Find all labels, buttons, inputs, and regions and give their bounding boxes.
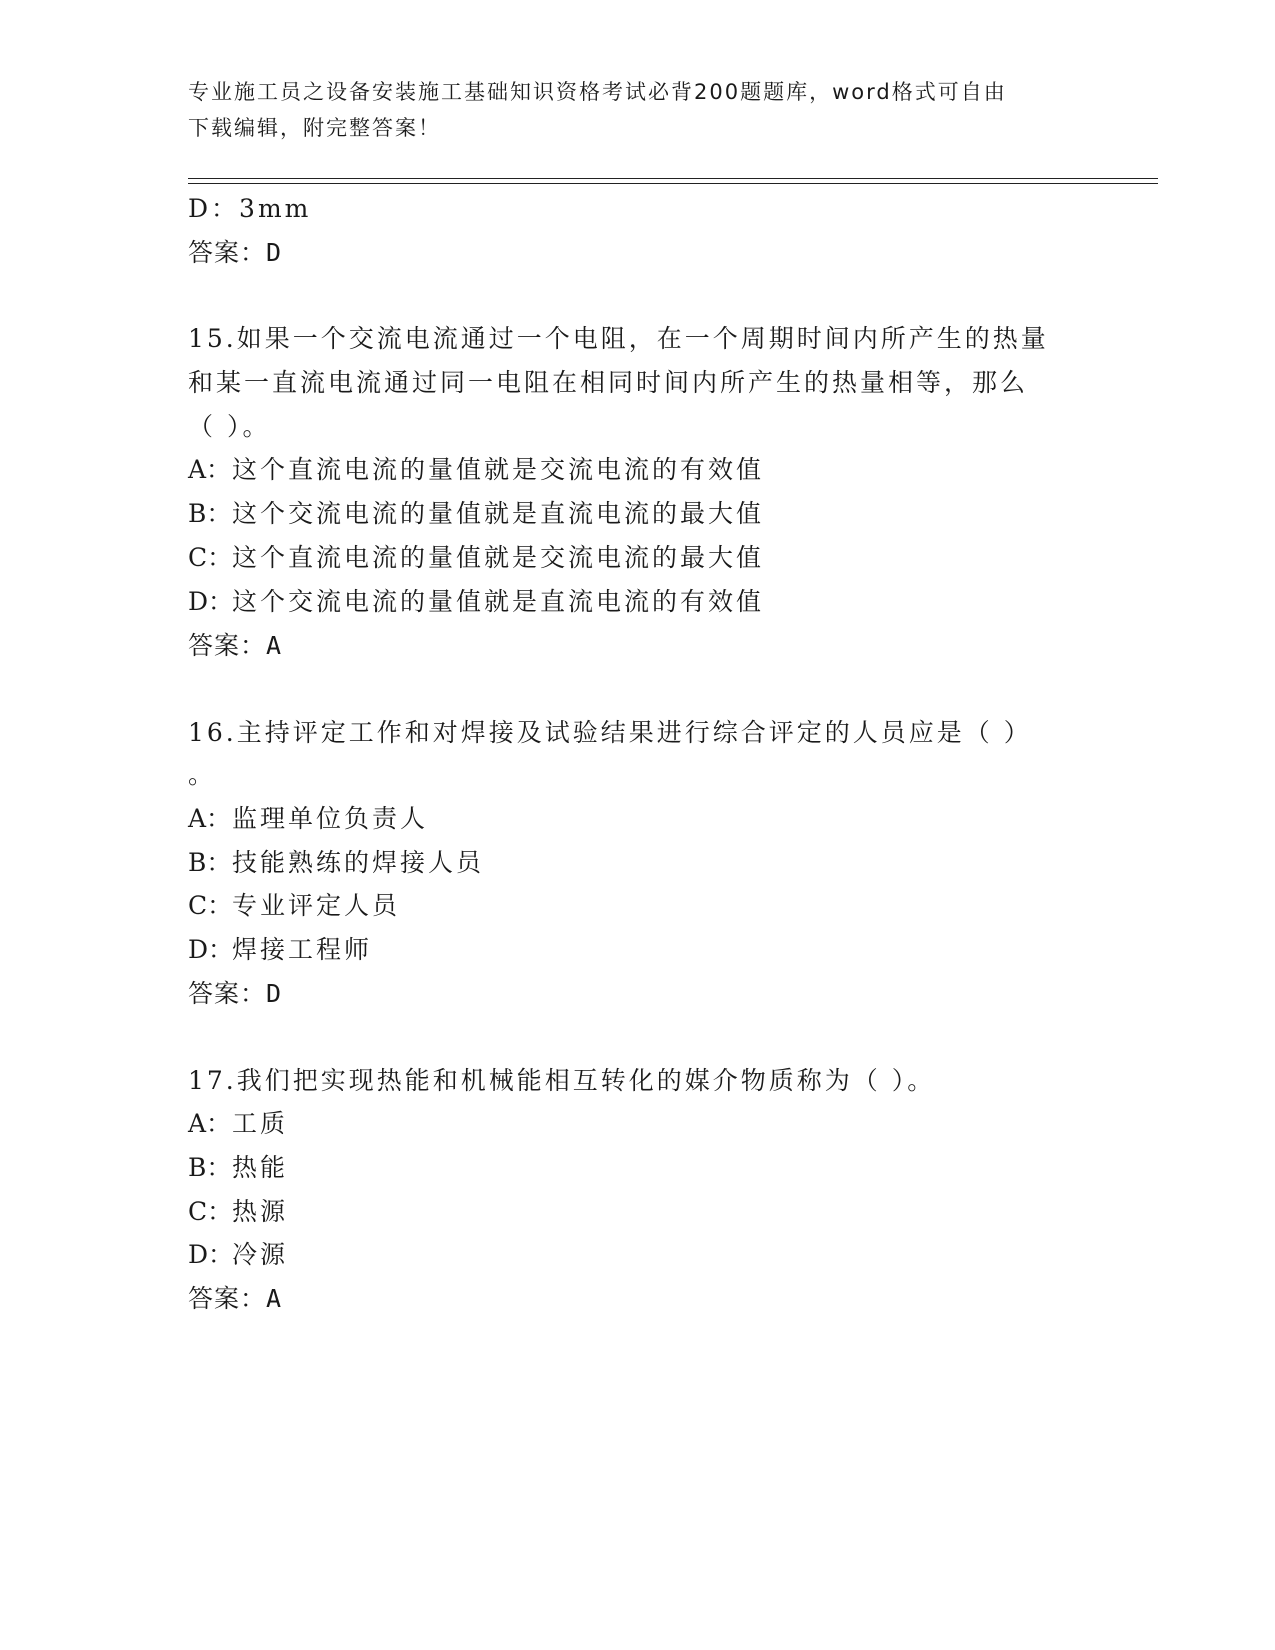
answer-value: D	[266, 979, 283, 1008]
q16-answer	[188, 977, 282, 1011]
q17-option-b	[188, 1151, 288, 1185]
header-divider-top	[188, 178, 1158, 179]
prev-option-d: D：3mm	[188, 194, 312, 223]
answer-label: 答案：	[188, 1284, 267, 1313]
q16-option-d	[188, 933, 372, 967]
option-text: 这个交流电流的量值就是直流电流的最大值	[232, 499, 765, 528]
q15-option-c	[188, 541, 764, 575]
option-label: D：	[188, 1240, 234, 1269]
q15-answer	[188, 629, 282, 663]
answer-value: D	[266, 238, 283, 267]
q15-option-d	[188, 585, 764, 619]
option-text: 热能	[232, 1153, 289, 1182]
q15-stem-line-2: 和某一直流电流通过同一电阻在相同时间内所产生的热量相等，那么	[188, 368, 1029, 397]
q16-stem-line-1: 16.主持评定工作和对焊接及试验结果进行综合评定的人员应是（ ）	[188, 718, 1032, 747]
option-text: 热源	[232, 1197, 289, 1226]
q17-stem-line-1: 17.我们把实现热能和机械能相互转化的媒介物质称为（ ）。	[188, 1066, 936, 1095]
option-label: D：	[188, 935, 234, 964]
q15-option-b	[188, 497, 764, 531]
option-label: B：	[188, 499, 232, 528]
option-label: A：	[188, 455, 232, 484]
option-text: 这个直流电流的量值就是交流电流的有效值	[232, 455, 765, 484]
answer-value: A	[266, 631, 283, 660]
q17-answer	[188, 1282, 282, 1316]
option-label: B：	[188, 1153, 232, 1182]
answer-value: A	[266, 1284, 283, 1313]
header-line-2: 下载编辑，附完整答案！	[188, 116, 441, 140]
option-label: C：	[188, 891, 233, 920]
option-text: 这个直流电流的量值就是交流电流的最大值	[232, 543, 765, 572]
q15-stem-line-1: 15.如果一个交流电流通过一个电阻，在一个周期时间内所产生的热量	[188, 324, 1049, 353]
option-label: C：	[188, 543, 233, 572]
header-line-1: 专业施工员之设备安装施工基础知识资格考试必背200题题库，word格式可自由	[188, 80, 1007, 104]
answer-label: 答案：	[188, 238, 267, 267]
option-text: 专业评定人员	[232, 891, 401, 920]
q16-option-b	[188, 846, 484, 880]
q17-option-d	[188, 1238, 288, 1272]
q15-stem-line-3: （ ）。	[188, 412, 271, 441]
document-header	[188, 74, 1068, 146]
q15-option-a	[188, 453, 764, 487]
q17-option-c	[188, 1195, 288, 1229]
q16-option-a	[188, 802, 428, 836]
answer-label: 答案：	[188, 979, 267, 1008]
option-label: A：	[188, 1109, 232, 1138]
q17-option-a	[188, 1107, 288, 1141]
option-text: 焊接工程师	[232, 935, 373, 964]
prev-answer	[188, 236, 282, 270]
q16-option-c	[188, 889, 400, 923]
option-text: 冷源	[232, 1240, 289, 1269]
header-divider-bottom	[188, 183, 1158, 184]
option-label: A：	[188, 804, 232, 833]
option-label: C：	[188, 1197, 233, 1226]
option-text: 这个交流电流的量值就是直流电流的有效值	[232, 587, 765, 616]
answer-label: 答案：	[188, 631, 267, 660]
option-label: B：	[188, 848, 232, 877]
option-label: D：	[188, 587, 234, 616]
option-text: 技能熟练的焊接人员	[232, 848, 485, 877]
option-text: 工质	[232, 1109, 289, 1138]
option-text: 监理单位负责人	[232, 804, 429, 833]
q16-stem-line-2: 。	[188, 760, 217, 789]
